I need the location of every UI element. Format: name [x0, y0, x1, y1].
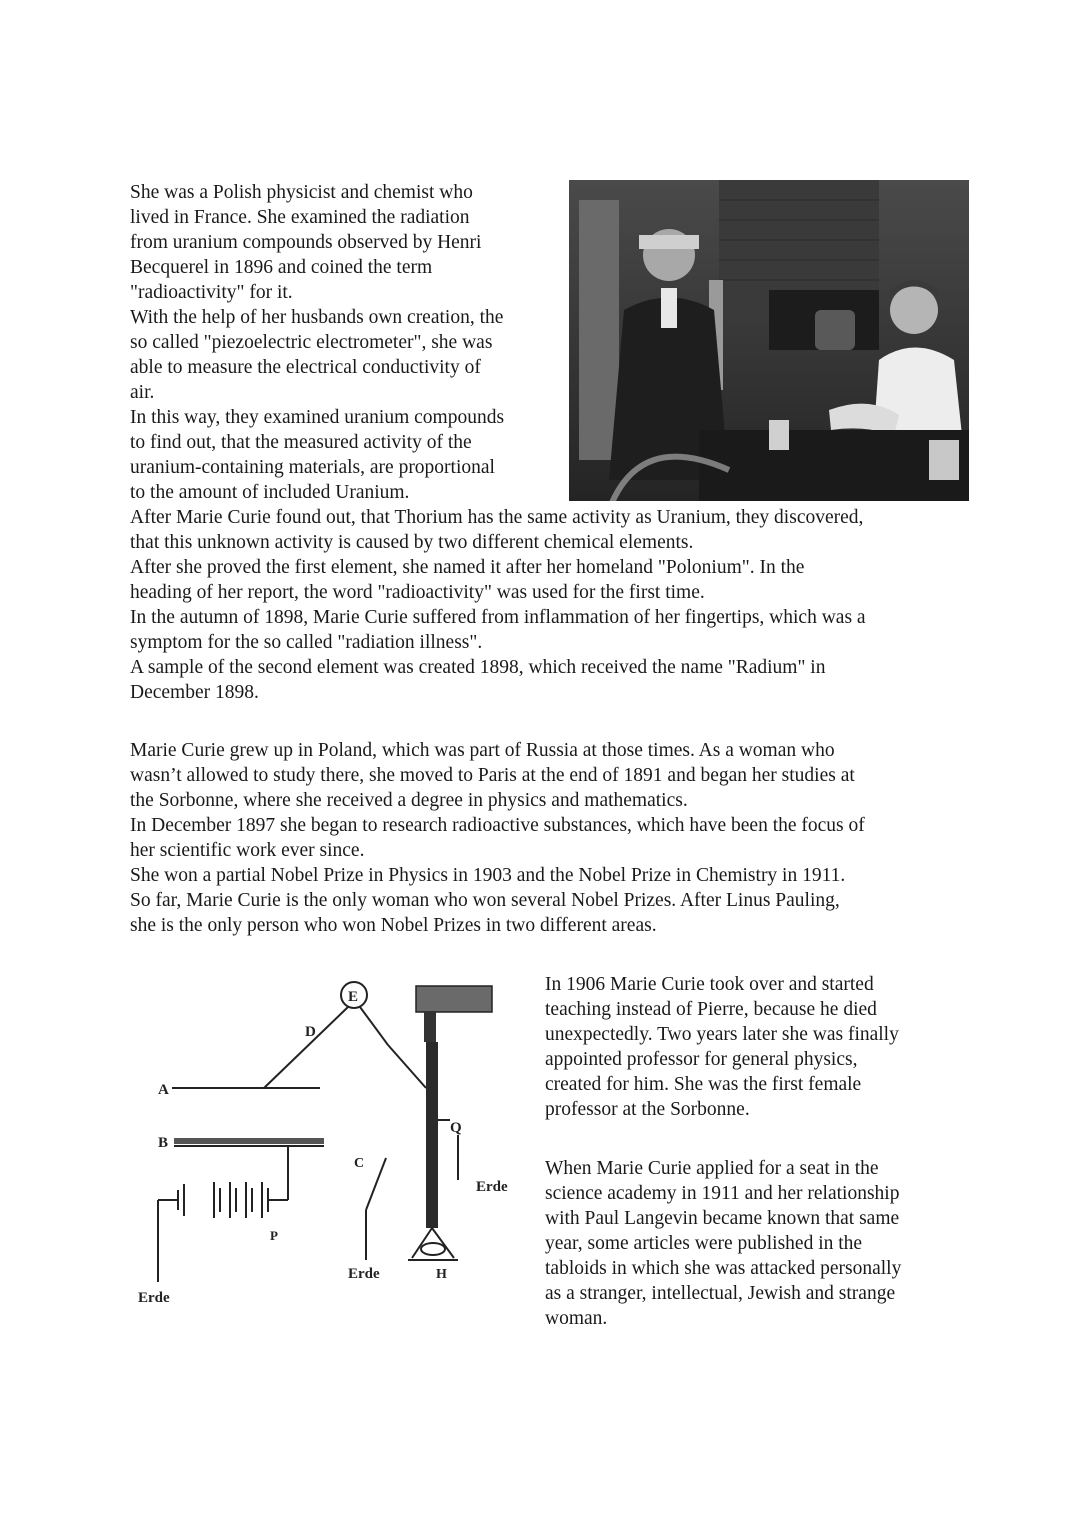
- label-e: E: [348, 989, 359, 1005]
- biography-line: In December 1897 she began to research radioactive substances, which have been the focus of: [130, 815, 865, 836]
- intro-line: air.: [130, 382, 155, 403]
- biography-line: wasn’t allowed to study there, she moved to Paris at the end of 1891 and began her studies at: [130, 765, 855, 786]
- professor-line: professor at the Sorbonne.: [545, 1099, 750, 1120]
- intro-line: She was a Polish physicist and chemist who: [130, 182, 473, 203]
- electrometer-schematic: [128, 970, 528, 1315]
- professor-line: In 1906 Marie Curie took over and started: [545, 974, 874, 995]
- intro-line: In this way, they examined uranium compounds: [130, 407, 505, 428]
- tabloid-line: year, some articles were published in the: [545, 1233, 863, 1254]
- tabloid-text: [545, 1156, 965, 1331]
- biography-line: the Sorbonne, where she received a degree in physics and mathematics.: [130, 790, 688, 811]
- professor-text: [545, 972, 965, 1122]
- biography-line: So far, Marie Curie is the only woman who won several Nobel Prizes. After Linus Pauling,: [130, 890, 840, 911]
- professor-line: unexpectedly. Two years later she was finally: [545, 1024, 899, 1045]
- intro-continued-line: that this unknown activity is caused by two different chemical elements.: [130, 532, 694, 553]
- label-erde-right: Erde: [476, 1179, 508, 1195]
- intro-continued-line: After she proved the first element, she named it after her homeland "Polonium". In the: [130, 557, 805, 578]
- intro-text-full-width: [130, 505, 960, 705]
- intro-line: so called "piezoelectric electrometer", she was: [130, 332, 493, 353]
- biography-line: She won a partial Nobel Prize in Physics in 1903 and the Nobel Prize in Chemistry in 1911.: [130, 865, 846, 886]
- label-a: A: [158, 1082, 169, 1098]
- tabloid-line: tabloids in which she was attacked personally: [545, 1258, 902, 1279]
- intro-line: Becquerel in 1896 and coined the term: [130, 257, 433, 278]
- intro-line: from uranium compounds observed by Henri: [130, 232, 482, 253]
- intro-continued-line: A sample of the second element was created 1898, which received the name "Radium" in: [130, 657, 826, 678]
- intro-continued-line: December 1898.: [130, 682, 259, 703]
- tabloid-line: as a stranger, intellectual, Jewish and strange: [545, 1283, 896, 1304]
- biography-text: [130, 738, 960, 938]
- tabloid-line: When Marie Curie applied for a seat in the: [545, 1158, 879, 1179]
- intro-text-column: [130, 180, 560, 505]
- biography-line: her scientific work ever since.: [130, 840, 365, 861]
- label-c: C: [354, 1156, 365, 1171]
- intro-line: to find out, that the measured activity of the: [130, 432, 472, 453]
- tabloid-line: science academy in 1911 and her relationship: [545, 1183, 900, 1204]
- label-d: D: [305, 1024, 316, 1040]
- tabloid-line: woman.: [545, 1308, 608, 1329]
- intro-line: "radioactivity" for it.: [130, 282, 293, 303]
- professor-line: appointed professor for general physics,: [545, 1049, 858, 1070]
- intro-continued-line: After Marie Curie found out, that Thorium has the same activity as Uranium, they discovered,: [130, 507, 864, 528]
- intro-continued-line: symptom for the so called "radiation illness".: [130, 632, 483, 653]
- label-erde-left: Erde: [138, 1290, 170, 1306]
- intro-continued-line: In the autumn of 1898, Marie Curie suffered from inflammation of her fingertips, which was a: [130, 607, 866, 628]
- professor-line: created for him. She was the first female: [545, 1074, 862, 1095]
- label-b: B: [158, 1135, 169, 1151]
- intro-line: lived in France. She examined the radiation: [130, 207, 470, 228]
- curie-laboratory-photo: [569, 180, 969, 501]
- tabloid-line: with Paul Langevin became known that same: [545, 1208, 900, 1229]
- intro-line: uranium-containing materials, are proportional: [130, 457, 495, 478]
- intro-line: able to measure the electrical conductivity of: [130, 357, 481, 378]
- label-erde-mid: Erde: [348, 1266, 380, 1282]
- intro-continued-line: heading of her report, the word "radioactivity" was used for the first time.: [130, 582, 705, 603]
- biography-line: Marie Curie grew up in Poland, which was part of Russia at those times. As a woman who: [130, 740, 835, 761]
- intro-line: With the help of her husbands own creation, the: [130, 307, 504, 328]
- biography-line: she is the only person who won Nobel Prizes in two different areas.: [130, 915, 657, 936]
- label-p: P: [270, 1228, 278, 1243]
- label-h: H: [436, 1267, 447, 1282]
- photo-illustration: [569, 180, 969, 501]
- electrometer-diagram: [128, 970, 528, 1315]
- professor-line: teaching instead of Pierre, because he died: [545, 999, 877, 1020]
- intro-line: to the amount of included Uranium.: [130, 482, 410, 503]
- label-q: Q: [450, 1120, 462, 1136]
